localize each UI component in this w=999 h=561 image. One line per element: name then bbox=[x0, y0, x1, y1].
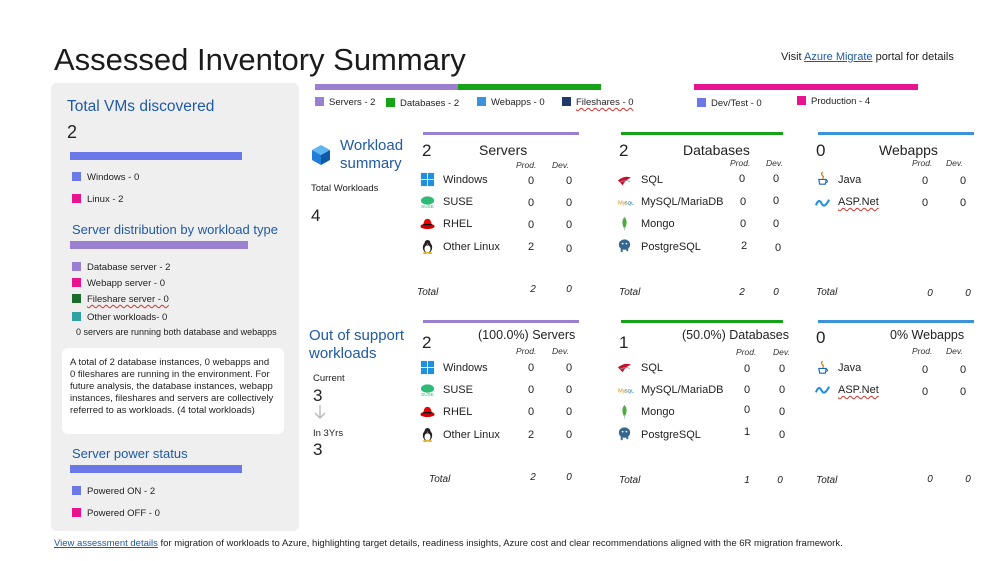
oos-databases-row-dev: 0 bbox=[778, 363, 786, 375]
oos-databases-row-prod: 0 bbox=[743, 404, 751, 416]
databases-total-dev: 0 bbox=[773, 287, 779, 298]
webapps-count: 0 bbox=[816, 141, 826, 160]
in-3yrs-value: 3 bbox=[313, 440, 323, 459]
webapps-row-dev: 0 bbox=[959, 175, 967, 187]
servers-row-name: RHEL bbox=[443, 218, 473, 230]
oos-webapps-row-name: Java bbox=[838, 362, 862, 374]
java-icon bbox=[815, 171, 830, 186]
servers-card-title: Servers bbox=[479, 142, 528, 158]
webapps-col-dev: Dev. bbox=[946, 158, 963, 168]
oos-servers-row-name: Other Linux bbox=[443, 429, 500, 441]
oos-databases-row-name: PostgreSQL bbox=[641, 429, 701, 441]
redhat-icon bbox=[420, 404, 435, 419]
oos-servers-row-dev: 0 bbox=[565, 384, 573, 396]
webapps-row-prod: 0 bbox=[921, 197, 929, 209]
webapps-row-prod: 0 bbox=[921, 175, 929, 187]
oos-servers-col-prod: Prod. bbox=[516, 346, 537, 356]
oos-servers-total-dev: 0 bbox=[566, 472, 572, 483]
webapps-total-prod: 0 bbox=[927, 288, 933, 299]
oos-webapps-total-label: Total bbox=[816, 475, 838, 486]
webapps-swatch-icon bbox=[477, 97, 486, 106]
azure-migrate-link[interactable]: Azure Migrate bbox=[804, 51, 873, 63]
servers-row-dev: 0 bbox=[565, 243, 573, 255]
webapps-row-name: Java bbox=[838, 174, 862, 186]
footer bbox=[54, 538, 843, 549]
left-panel bbox=[51, 83, 299, 531]
legend-windows: Windows - 0 bbox=[72, 172, 139, 183]
webapp-server-swatch-icon bbox=[72, 278, 81, 287]
windows-swatch-icon bbox=[72, 172, 81, 181]
databases-total-prod: 2 bbox=[739, 287, 745, 298]
oos-servers-row-prod: 0 bbox=[527, 406, 535, 418]
view-assessment-details-link[interactable]: View assessment details bbox=[54, 538, 158, 549]
servers-col-dev: Dev. bbox=[552, 160, 569, 170]
fileshare-server-swatch-icon bbox=[72, 294, 81, 303]
webapps-card-title: Webapps bbox=[879, 142, 938, 158]
databases-row-dev: 0 bbox=[772, 173, 780, 185]
databases-bar bbox=[458, 84, 601, 90]
legend-linux: Linux - 2 bbox=[72, 194, 123, 205]
svg-text:SQL: SQL bbox=[624, 200, 634, 206]
svg-text:My: My bbox=[617, 200, 626, 207]
svg-text:SQL: SQL bbox=[624, 388, 634, 394]
oos-databases-total-prod: 1 bbox=[744, 475, 750, 486]
legend-devtest: Dev/Test - 0 bbox=[697, 98, 762, 109]
oos-servers-card-line bbox=[423, 320, 579, 323]
databases-row-dev: 0 bbox=[772, 218, 780, 230]
server-distribution-heading: Server distribution by workload type bbox=[72, 222, 278, 237]
oos-databases-row-name: SQL bbox=[641, 362, 664, 374]
linux-swatch-icon bbox=[72, 194, 81, 203]
servers-swatch-icon bbox=[315, 97, 324, 106]
oos-servers-row-prod: 2 bbox=[527, 429, 535, 441]
mysql-icon bbox=[617, 382, 632, 397]
servers-row-name: Windows bbox=[443, 174, 488, 186]
in-3yrs-label: In 3Yrs bbox=[313, 428, 344, 439]
oos-databases-row-name: MySQL/MariaDB bbox=[641, 384, 724, 396]
linux-penguin-icon bbox=[420, 427, 435, 442]
workload-distribution-bar bbox=[70, 241, 248, 249]
oos-databases-count: 1 bbox=[619, 333, 629, 352]
windows-icon bbox=[420, 360, 435, 375]
oos-servers-col-dev: Dev. bbox=[552, 346, 569, 356]
databases-row-prod: 0 bbox=[739, 196, 747, 208]
servers-row-prod: 0 bbox=[527, 197, 535, 209]
oos-databases-col-prod: Prod. bbox=[736, 347, 757, 357]
oos-webapps-card-title: 0% Webapps bbox=[890, 328, 965, 342]
webapps-total-dev: 0 bbox=[965, 288, 971, 299]
oos-servers-row-dev: 0 bbox=[565, 429, 573, 441]
current-label: Current bbox=[313, 373, 345, 384]
oos-servers-count: 2 bbox=[422, 333, 432, 352]
total-vms-heading: Total VMs discovered bbox=[67, 98, 215, 115]
oos-webapps-card-line bbox=[818, 320, 974, 323]
out-of-support-heading: Out of support workloads bbox=[309, 327, 405, 362]
production-swatch-icon bbox=[797, 96, 806, 105]
databases-card-title: Databases bbox=[683, 142, 750, 158]
sql-server-icon bbox=[617, 360, 632, 375]
servers-total-prod: 2 bbox=[530, 284, 536, 295]
servers-total-dev: 0 bbox=[566, 284, 572, 295]
legend-fileshares: Fileshares - 0 bbox=[562, 97, 634, 108]
oos-databases-total-label: Total bbox=[619, 475, 641, 486]
os-distribution-bar bbox=[70, 152, 242, 160]
legend-other-workloads: Other workloads- 0 bbox=[72, 312, 167, 323]
webapps-col-prod: Prod. bbox=[912, 158, 933, 168]
oos-servers-row-dev: 0 bbox=[565, 362, 573, 374]
oos-databases-card-title: (50.0%) Databases bbox=[682, 328, 790, 342]
footer-text: for migration of workloads to Azure, highlighting target details, readiness insights, Azure cost and clear recommendations aligned with the 6R migration framework. bbox=[157, 538, 843, 549]
oos-databases-card-line bbox=[621, 320, 783, 323]
servers-row-dev: 0 bbox=[565, 197, 573, 209]
cube-icon bbox=[310, 144, 332, 166]
databases-swatch-icon bbox=[386, 98, 395, 107]
servers-col-prod: Prod. bbox=[516, 160, 537, 170]
oos-servers-row-prod: 0 bbox=[527, 384, 535, 396]
servers-total-label: Total bbox=[417, 287, 439, 298]
databases-total-label: Total bbox=[619, 287, 641, 298]
oos-webapps-count: 0 bbox=[816, 328, 826, 347]
databases-row-dev: 0 bbox=[772, 195, 780, 207]
redhat-icon bbox=[420, 216, 435, 231]
page-title: Assessed Inventory Summary bbox=[54, 42, 466, 77]
databases-row-prod: 0 bbox=[738, 173, 746, 185]
databases-row-prod: 2 bbox=[740, 240, 748, 252]
suse-icon bbox=[420, 382, 435, 397]
legend-webapp-server: Webapp server - 0 bbox=[72, 278, 165, 289]
servers-bar bbox=[315, 84, 458, 90]
oos-servers-row-name: RHEL bbox=[443, 406, 473, 418]
power-status-heading: Server power status bbox=[72, 446, 188, 461]
databases-row-dev: 0 bbox=[774, 242, 782, 254]
other-workloads-swatch-icon bbox=[72, 312, 81, 321]
power-status-bar bbox=[70, 465, 242, 473]
legend-databases: Databases - 2 bbox=[386, 98, 459, 109]
total-vms-value: 2 bbox=[67, 122, 78, 142]
windows-icon bbox=[420, 172, 435, 187]
powered-off-swatch-icon bbox=[72, 508, 81, 517]
oos-servers-row-dev: 0 bbox=[565, 406, 573, 418]
oos-databases-row-prod: 1 bbox=[743, 426, 751, 438]
oos-databases-row-dev: 0 bbox=[778, 384, 786, 396]
visit-suffix: portal for details bbox=[872, 51, 954, 63]
postgresql-icon bbox=[617, 238, 632, 253]
visit-portal-text bbox=[781, 51, 954, 63]
workload-summary-heading: Workload summary bbox=[340, 137, 404, 172]
svg-text:SUSE: SUSE bbox=[421, 392, 434, 398]
fileshares-swatch-icon bbox=[562, 97, 571, 106]
legend-powered-off: Powered OFF - 0 bbox=[72, 508, 160, 519]
sql-server-icon bbox=[617, 173, 632, 188]
mongodb-icon bbox=[617, 404, 632, 419]
oos-databases-row-name: Mongo bbox=[641, 406, 675, 418]
linux-penguin-icon bbox=[420, 239, 435, 254]
arrow-down-icon bbox=[313, 404, 327, 420]
databases-col-prod: Prod. bbox=[730, 158, 751, 168]
postgresql-icon bbox=[617, 426, 632, 441]
oos-webapps-row-dev: 0 bbox=[959, 364, 967, 376]
legend-fileshare-server: Fileshare server - 0 bbox=[72, 294, 169, 305]
databases-row-name: PostgreSQL bbox=[641, 241, 701, 253]
legend-database-server: Database server - 2 bbox=[72, 262, 170, 273]
oos-webapps-total-dev: 0 bbox=[965, 474, 971, 485]
database-server-swatch-icon bbox=[72, 262, 81, 271]
oos-webapps-col-dev: Dev. bbox=[946, 346, 963, 356]
current-value: 3 bbox=[313, 386, 323, 405]
oos-databases-row-prod: 0 bbox=[743, 384, 751, 396]
total-workloads-label: Total Workloads bbox=[311, 183, 379, 194]
servers-row-dev: 0 bbox=[565, 219, 573, 231]
both-workloads-note: 0 servers are running both database and webapps bbox=[76, 327, 277, 337]
databases-row-name: MySQL/MariaDB bbox=[641, 196, 724, 208]
oos-servers-card-title: (100.0%) Servers bbox=[478, 328, 576, 342]
servers-row-name: SUSE bbox=[443, 196, 473, 208]
oos-webapps-row-name: ASP.Net bbox=[838, 384, 879, 396]
servers-row-prod: 0 bbox=[527, 219, 535, 231]
databases-row-prod: 0 bbox=[739, 218, 747, 230]
webapps-card-line bbox=[818, 132, 974, 135]
webapps-total-label: Total bbox=[816, 287, 838, 298]
legend-servers: Servers - 2 bbox=[315, 97, 375, 108]
oos-databases-row-dev: 0 bbox=[778, 406, 786, 418]
servers-row-dev: 0 bbox=[565, 175, 573, 187]
oos-servers-row-name: SUSE bbox=[443, 384, 473, 396]
production-bar bbox=[694, 84, 918, 90]
legend-webapps: Webapps - 0 bbox=[477, 97, 545, 108]
databases-col-dev: Dev. bbox=[766, 158, 783, 168]
oos-servers-total-label: Total bbox=[429, 474, 451, 485]
oos-databases-total-dev: 0 bbox=[777, 475, 783, 486]
oos-databases-row-prod: 0 bbox=[743, 363, 751, 375]
webapps-row-name: ASP.Net bbox=[838, 196, 879, 208]
servers-card-line bbox=[423, 132, 579, 135]
svg-text:My: My bbox=[617, 388, 626, 395]
oos-webapps-row-dev: 0 bbox=[959, 386, 967, 398]
oos-databases-row-dev: 0 bbox=[778, 429, 786, 441]
aspnet-icon bbox=[815, 195, 830, 210]
webapps-row-dev: 0 bbox=[959, 197, 967, 209]
oos-webapps-col-prod: Prod. bbox=[912, 346, 933, 356]
oos-servers-row-name: Windows bbox=[443, 362, 488, 374]
databases-row-name: Mongo bbox=[641, 218, 675, 230]
devtest-swatch-icon bbox=[697, 98, 706, 107]
databases-card-line bbox=[621, 132, 783, 135]
mysql-icon bbox=[617, 194, 632, 209]
aspnet-icon bbox=[815, 382, 830, 397]
oos-webapps-total-prod: 0 bbox=[927, 474, 933, 485]
databases-row-name: SQL bbox=[641, 174, 664, 186]
servers-row-name: Other Linux bbox=[443, 241, 500, 253]
powered-on-swatch-icon bbox=[72, 486, 81, 495]
databases-count: 2 bbox=[619, 141, 629, 160]
oos-databases-col-dev: Dev. bbox=[773, 347, 790, 357]
oos-webapps-row-prod: 0 bbox=[921, 386, 929, 398]
info-note: A total of 2 database instances, 0 webapps and 0 fileshares are running in the environment. For future analysis, the database instances, webapp instances, fileshares and servers are collectively referred to as workloads. (4 total workloads) bbox=[62, 348, 284, 434]
oos-servers-total-prod: 2 bbox=[530, 472, 536, 483]
suse-icon bbox=[420, 194, 435, 209]
oos-servers-row-prod: 0 bbox=[527, 362, 535, 374]
total-workloads-value: 4 bbox=[311, 206, 321, 225]
svg-text:SUSE: SUSE bbox=[421, 204, 434, 210]
legend-production: Production - 4 bbox=[797, 96, 870, 107]
legend-powered-on: Powered ON - 2 bbox=[72, 486, 155, 497]
servers-row-prod: 0 bbox=[527, 175, 535, 187]
mongodb-icon bbox=[617, 216, 632, 231]
java-icon bbox=[815, 360, 830, 375]
servers-row-prod: 2 bbox=[527, 241, 535, 253]
servers-count: 2 bbox=[422, 141, 432, 160]
visit-prefix: Visit bbox=[781, 51, 805, 63]
oos-webapps-row-prod: 0 bbox=[921, 364, 929, 376]
